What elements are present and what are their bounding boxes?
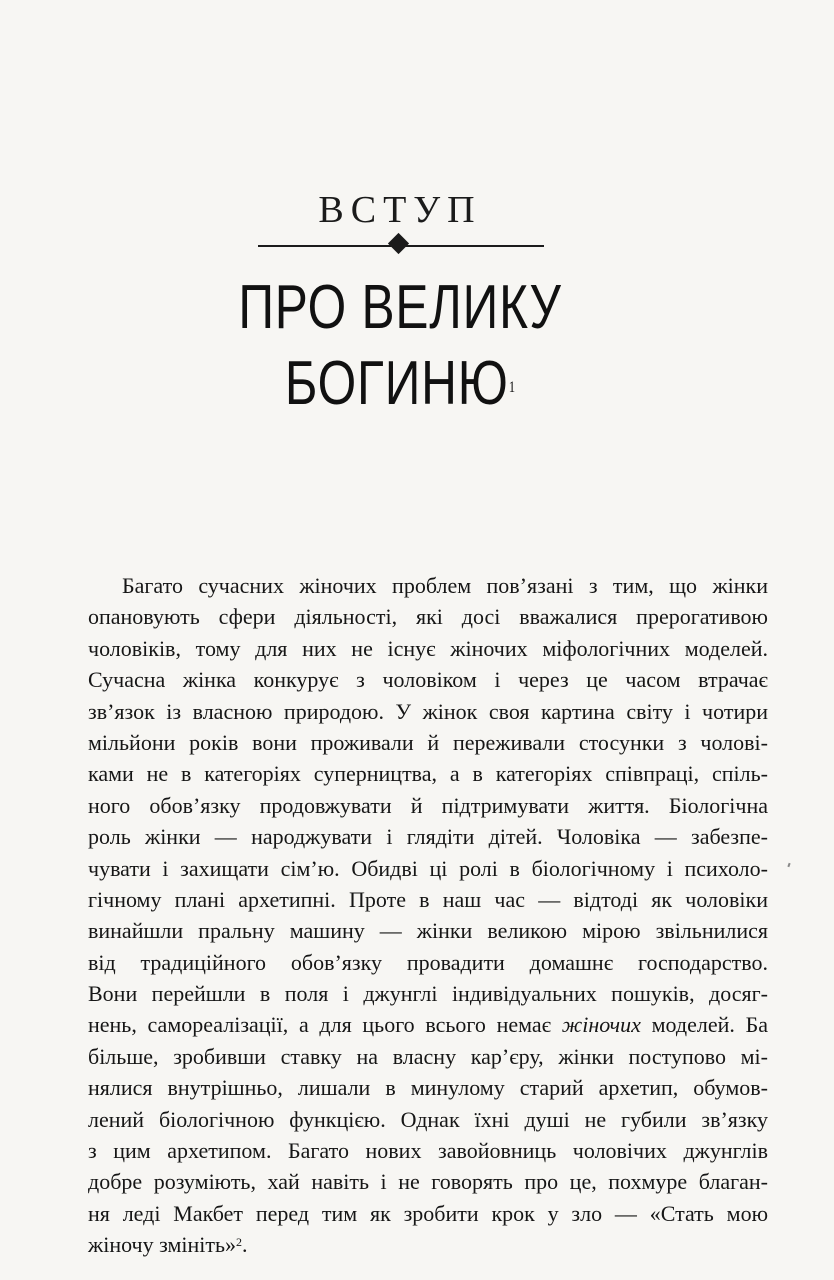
diamond-icon [388, 233, 409, 254]
chapter-title-word: БОГИНЮ [284, 349, 509, 418]
body-paragraph [88, 570, 768, 1261]
line-text: моделей. Ба [640, 1012, 768, 1038]
paragraph-line: зв’язок із власною природою. У жінок своя картина світу і чотири [88, 698, 768, 724]
line-text: жіночу змініть» [88, 1232, 237, 1258]
paragraph-line: Сучасна жінка конкурує з чоловіком і через це часом втрачає [88, 667, 768, 693]
paragraph-line [88, 1009, 768, 1040]
paragraph-line: Вони перейшли в поля і джунглі індивідуальних пошуків, досяг- [88, 981, 768, 1007]
paragraph-line: гічному плані архетипні. Проте в наш час — відтоді як чоловіки [88, 886, 768, 912]
chapter-title [80, 270, 720, 422]
paragraph-line: роль жінки — народжувати і глядіти дітей. Чоловіка — забезпе- [88, 824, 768, 850]
paragraph-line: чувати і захищати сім’ю. Обидві ці ролі в біологічному і психоло- [88, 855, 768, 881]
paragraph-line: добре розуміють, хай навіть і не говорять про це, похмуре благан- [88, 1169, 768, 1195]
chapter-label: ВСТУП [318, 189, 482, 231]
line-text: нень, самореалізації, а для цього всього немає [88, 1012, 562, 1038]
paragraph-line [88, 1229, 768, 1260]
paragraph-line: ного обов’язку продовжувати й підтримувати життя. Біологічна [88, 792, 768, 818]
line-text: . [242, 1232, 248, 1258]
paragraph-line: більше, зробивши ставку на власну кар’єру, жінки поступово мі- [88, 1043, 768, 1069]
paragraph-line: чоловіків, тому для них не існує жіночих міфологічних моделей. [88, 635, 768, 661]
paragraph-line: від традиційного обов’язку провадити домашнє господарство. [88, 949, 768, 975]
divider-ornament [258, 234, 544, 258]
paragraph-line: ками не в категоріях суперництва, а в категоріях співпраці, спіль- [88, 761, 768, 787]
italic-word: жіночих [561, 1012, 641, 1038]
paragraph-line: мільйони років вони проживали й переживали стосунки з чолові- [88, 729, 768, 755]
paragraph-line: з цим архетипом. Багато нових завойовниць чоловічих джунглів [88, 1138, 768, 1164]
chapter-title-line-1: ПРО ВЕЛИКУ [238, 273, 562, 342]
footnote-mark: 2 [236, 1235, 243, 1250]
scan-speck [787, 863, 790, 867]
paragraph-line: лений біологічною функцією. Однак їхні душі не губили зв’язку [88, 1106, 768, 1132]
chapter-title-line-2 [80, 346, 720, 422]
paragraph-line: винайшли пральну машину — жінки великою мірою звільнилися [88, 918, 768, 944]
footnote-mark: 1 [508, 379, 516, 396]
paragraph-line: Багато сучасних жіночих проблем пов’язані з тим, що жінки [122, 573, 768, 598]
paragraph-line: опановують сфери діяльності, які досі вважалися прерогативою [88, 604, 768, 630]
paragraph-line: ня леді Макбет перед тим як зробити крок у зло — «Стать мою [88, 1200, 768, 1226]
paragraph-line: нялися внутрішньо, лишали в минулому старий архетип, обумов- [88, 1075, 768, 1101]
